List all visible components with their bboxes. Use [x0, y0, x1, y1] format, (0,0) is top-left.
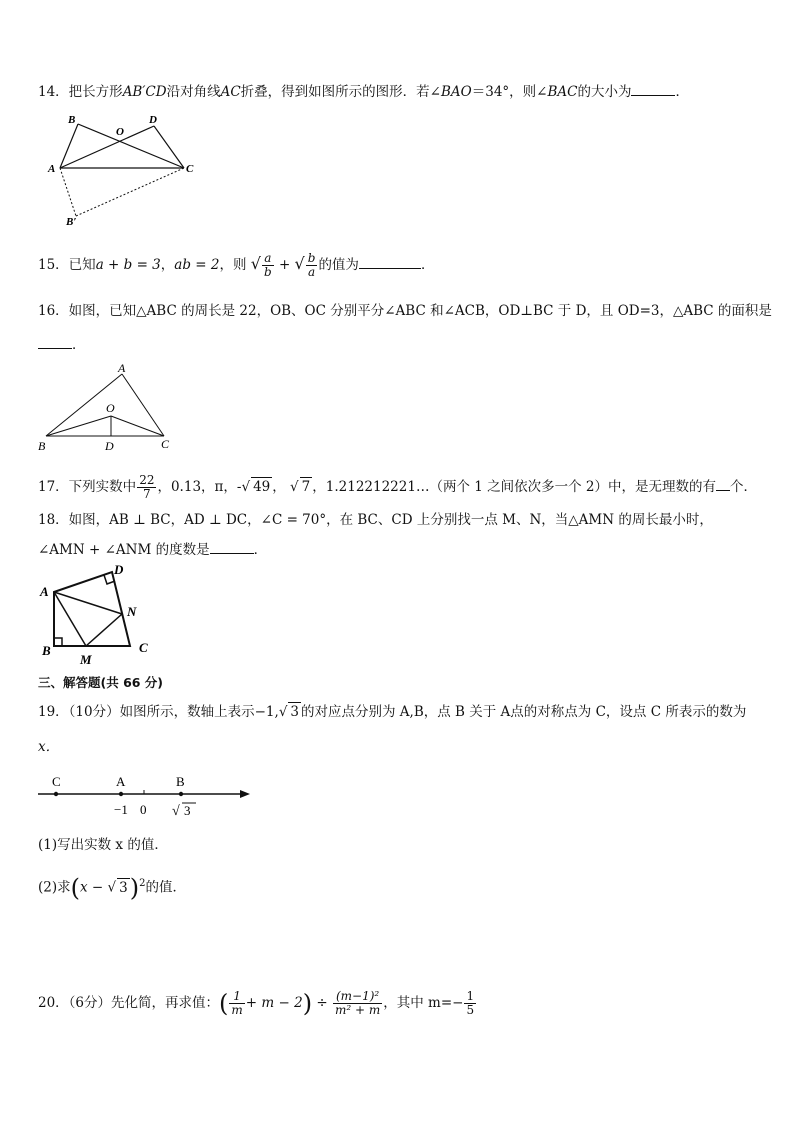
- svg-text:A: A: [118, 362, 126, 375]
- svg-text:O: O: [106, 401, 115, 415]
- q16-text: 16．如图，已知△ABC 的周长是 22，OB、OC 分别平分∠ABC 和∠ACB，OD⊥BC 于 D，且 OD=3，△ABC 的面积是: [38, 303, 772, 319]
- svg-text:B: B: [38, 439, 46, 452]
- svg-text:C: C: [186, 163, 194, 175]
- svg-text:3: 3: [184, 803, 191, 818]
- section-heading: 三、解答题(共 66 分): [38, 675, 164, 690]
- svg-text:M: M: [80, 652, 92, 667]
- svg-text:√: √: [172, 804, 180, 819]
- number-line: [36, 770, 256, 820]
- q18-text: 18．如图，AB ⊥ BC，AD ⊥ DC，∠C = 70°，在 BC、CD 上分别找一点 M、N，当△AMN 的周长最小时，: [38, 512, 713, 528]
- svg-text:D: D: [114, 562, 124, 577]
- q19-sub1: (1)写出实数 x 的值．: [38, 837, 168, 853]
- q14-figure: [44, 108, 204, 228]
- q16-figure: [34, 362, 184, 452]
- answer-blank[interactable]: [210, 541, 254, 554]
- svg-text:C: C: [139, 640, 148, 655]
- q18-text-2: ∠AMN + ∠ANM 的度数是 ．: [38, 542, 268, 558]
- svg-text:A: A: [116, 774, 126, 789]
- answer-blank[interactable]: [631, 83, 675, 96]
- q17-text: 17．下列实数中 $\frac{22}{7}$ ，0.13，π，-√ 49 ， √ 7 ，1.212212221…（两个 1 之间依次多一个 2）中，是无理数的有 个．: [38, 473, 757, 501]
- q19-sub2: (2)求(x − √ 3)$^2$的值．: [38, 874, 186, 902]
- svg-text:C: C: [161, 437, 170, 451]
- svg-text:B: B: [42, 643, 51, 658]
- q20-text: 20．（6分）先化简，再求值：( $\frac{1}{m}$ + m − 2) ÷ $\frac{\text{(m−1)²}}{\text{m² + m}}$ ，其中 m=− $\frac{1}{5}$: [38, 989, 475, 1018]
- q16-text-2: ．: [38, 336, 86, 354]
- svg-text:0: 0: [140, 802, 147, 817]
- svg-text:D: D: [105, 439, 114, 452]
- svg-text:B: B: [68, 114, 76, 126]
- q19-text-2: x．: [38, 739, 60, 755]
- svg-text:B′: B′: [66, 216, 77, 228]
- svg-text:A: A: [48, 163, 56, 175]
- svg-text:O: O: [116, 126, 124, 138]
- svg-text:A: A: [40, 584, 49, 599]
- answer-blank[interactable]: [716, 478, 730, 491]
- svg-text:−1: −1: [114, 802, 128, 817]
- q14-text: 14．把长方形AB′CD沿对角线AC折叠，得到如图所示的图形．若∠BAO＝34°，则∠BAC的大小为 ．: [38, 84, 689, 100]
- svg-text:C: C: [52, 774, 61, 789]
- answer-blank[interactable]: [359, 256, 421, 269]
- svg-text:N: N: [127, 604, 137, 619]
- svg-text:B: B: [176, 774, 185, 789]
- q19-text: 19．（10分）如图所示，数轴上表示−1,√ 3 的对应点分别为 A,B，点 B 关于 A点的对称点为 C，设点 C 所表示的数为: [38, 704, 747, 720]
- svg-text:D: D: [149, 114, 157, 126]
- answer-blank[interactable]: [38, 336, 72, 349]
- q15-text: 15．已知a + b = 3，ab = 2，则 √ $\frac{a}{b}$ + √ $\frac{b}{a}$ 的值为 ．: [38, 251, 435, 279]
- q18-figure: [38, 562, 158, 668]
